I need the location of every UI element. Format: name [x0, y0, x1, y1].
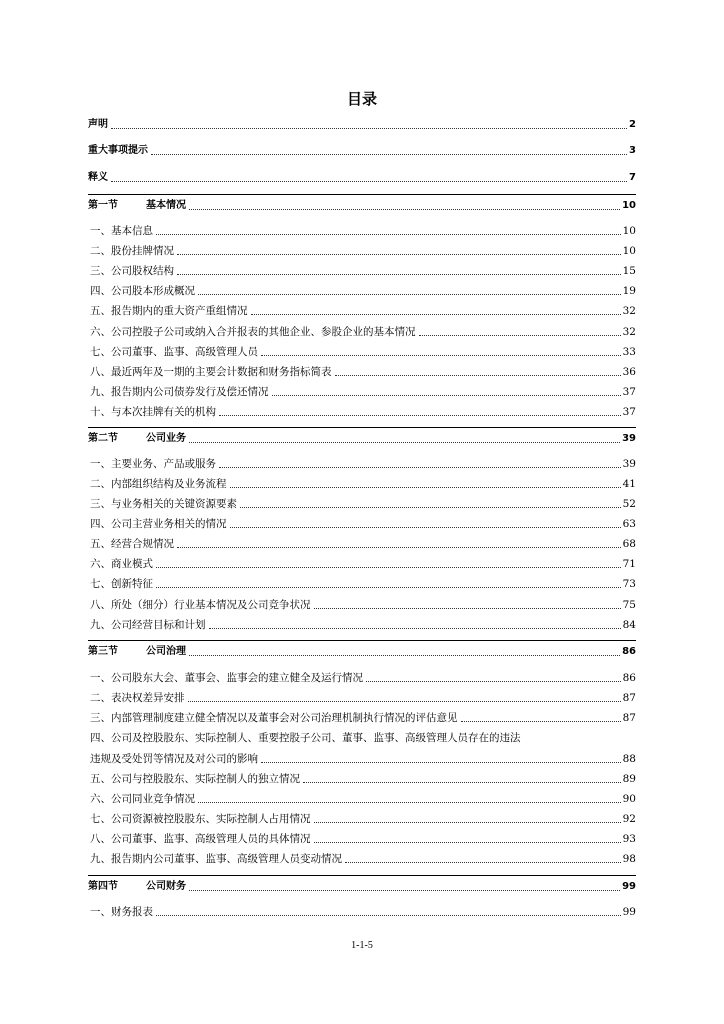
toc-entry[interactable] — [88, 788, 636, 806]
toc-entry[interactable] — [88, 533, 636, 551]
toc-entry-label: 七、公司资源被控股股东、实际控制人占用情况 — [90, 813, 311, 825]
toc-entry[interactable] — [88, 808, 636, 826]
toc-entry-label: 第四节 公司财务 — [88, 881, 186, 892]
toc-entry[interactable] — [88, 341, 636, 359]
toc-leader-dots — [345, 861, 621, 863]
toc-page-number: 7 — [629, 172, 636, 183]
page-title: 目录 — [346, 90, 377, 108]
toc-entry-label: 重大事项提示 — [88, 145, 148, 156]
toc-entry-label: 九、报告期内公司债券发行及偿还情况 — [90, 386, 269, 398]
toc-entry[interactable] — [88, 553, 636, 571]
toc-entry-label: 第二节 公司业务 — [88, 433, 186, 444]
toc-entry-label: 二、表决权差异安排 — [90, 692, 185, 704]
toc-entry-label: 六、公司同业竞争情况 — [90, 793, 195, 805]
toc-entry-label: 一、基本信息 — [90, 225, 153, 237]
toc-entry[interactable] — [88, 453, 636, 471]
toc-entry[interactable] — [88, 687, 636, 705]
toc-entry[interactable] — [88, 640, 636, 659]
toc-entry[interactable] — [88, 848, 636, 866]
toc-entry[interactable] — [88, 321, 636, 339]
toc-entry-label: 四、公司主营业务相关的情况 — [90, 518, 227, 530]
toc-leader-dots — [230, 486, 621, 488]
toc-entry[interactable] — [88, 260, 636, 278]
toc-page-number: 2 — [629, 119, 636, 130]
toc-leader-dots — [251, 313, 621, 315]
toc-entry[interactable] — [88, 513, 636, 531]
toc-page-number: 39 — [622, 433, 636, 444]
toc-entry[interactable] — [88, 667, 636, 685]
toc-entry-label: 八、公司董事、监事、高级管理人员的具体情况 — [90, 833, 311, 845]
toc-entry[interactable] — [88, 361, 636, 379]
toc-leader-dots — [230, 526, 621, 528]
toc-page-number: 99 — [622, 881, 636, 892]
toc-page-number: 84 — [622, 619, 636, 631]
toc-page-number: 88 — [622, 753, 636, 765]
toc-leader-dots — [335, 374, 621, 376]
toc-leader-dots — [314, 821, 621, 823]
toc-leader-dots — [198, 801, 621, 803]
toc-leader-dots — [209, 627, 621, 629]
toc-page-number: 87 — [622, 712, 636, 724]
toc-entry-label: 三、与业务相关的关键资源要素 — [90, 498, 237, 510]
toc-leader-dots — [189, 441, 620, 443]
toc-entry[interactable] — [88, 768, 636, 786]
toc-page-number: 37 — [622, 406, 636, 418]
toc-leader-dots — [156, 233, 621, 235]
toc-entry[interactable] — [88, 727, 636, 745]
toc-leader-dots — [151, 153, 627, 155]
toc-entry[interactable] — [88, 194, 636, 213]
toc-page-number: 89 — [622, 773, 636, 785]
toc-page-number: 71 — [622, 558, 636, 570]
toc-entry[interactable] — [88, 240, 636, 258]
toc-leader-dots — [219, 414, 621, 416]
toc-leader-dots — [314, 607, 621, 609]
toc-leader-dots — [188, 700, 621, 702]
toc-leader-dots — [303, 781, 621, 783]
toc-section-number: 第二节 — [88, 433, 118, 444]
toc-page-number: 52 — [622, 498, 636, 510]
toc-entry-label: 释义 — [88, 172, 108, 183]
toc-leader-dots — [177, 273, 621, 275]
toc-entry-label: 声明 — [88, 119, 108, 130]
toc-leader-dots — [219, 466, 621, 468]
toc-leader-dots — [156, 566, 621, 568]
toc-page-number: 87 — [622, 692, 636, 704]
toc-page-number: 10 — [622, 245, 636, 257]
toc-entry-label: 六、商业模式 — [90, 558, 153, 570]
toc-entry[interactable] — [88, 707, 636, 725]
toc-entry[interactable] — [88, 473, 636, 491]
toc-leader-dots — [272, 394, 621, 396]
toc-page-number: 19 — [622, 285, 636, 297]
toc-page-number: 86 — [622, 646, 636, 657]
toc-entry-label: 四、公司及控股股东、实际控制人、重要控股子公司、董事、监事、高级管理人员存在的违法 — [90, 732, 521, 744]
toc-leader-dots — [189, 654, 620, 656]
toc-entry-label: 四、公司股本形成概况 — [90, 285, 195, 297]
toc-leader-dots — [189, 889, 620, 891]
toc-leader-dots — [177, 253, 621, 255]
toc-entry-label: 八、最近两年及一期的主要会计数据和财务指标简表 — [90, 366, 332, 378]
toc-leader-dots — [111, 127, 627, 129]
toc-page-number: 36 — [622, 366, 636, 378]
toc-entry-label: 二、内部组织结构及业务流程 — [90, 478, 227, 490]
toc-page-number: 41 — [622, 478, 636, 490]
toc-leader-dots — [156, 914, 621, 916]
toc-entry[interactable] — [88, 493, 636, 511]
toc-page-number: 15 — [622, 265, 636, 277]
toc-entry-label: 违规及受处罚等情况及对公司的影响 — [90, 753, 258, 765]
toc-entry-label: 五、报告期内的重大资产重组情况 — [90, 305, 248, 317]
toc-entry-label: 一、公司股东大会、董事会、监事会的建立健全及运行情况 — [90, 672, 363, 684]
toc-page-number: 10 — [622, 225, 636, 237]
toc-leader-dots — [261, 761, 621, 763]
toc-entry[interactable] — [88, 401, 636, 419]
toc-entry[interactable] — [88, 220, 636, 238]
toc-entry-label: 九、报告期内公司董事、监事、高级管理人员变动情况 — [90, 853, 342, 865]
toc-page-number: 75 — [622, 599, 636, 611]
page-number: 1-1-5 — [351, 940, 373, 951]
toc-leader-dots — [111, 180, 627, 182]
toc-page-number: 93 — [622, 833, 636, 845]
toc-entry[interactable] — [88, 594, 636, 612]
toc-entry-label: 第一节 基本情况 — [88, 200, 186, 211]
toc-leader-dots — [419, 334, 621, 336]
toc-leader-dots — [240, 506, 621, 508]
toc-page-number: 86 — [622, 672, 636, 684]
toc-entry[interactable] — [88, 381, 636, 399]
toc-leader-dots — [177, 546, 621, 548]
toc-entry-label: 一、主要业务、产品或服务 — [90, 458, 216, 470]
toc-page-number: 63 — [622, 518, 636, 530]
toc-page-number: 90 — [622, 793, 636, 805]
toc-page-number: 32 — [622, 326, 636, 338]
toc-section-number: 第一节 — [88, 200, 118, 211]
toc-page-number: 98 — [622, 853, 636, 865]
toc-entry[interactable] — [88, 300, 636, 318]
toc-entry-label: 七、公司董事、监事、高级管理人员 — [90, 346, 258, 358]
toc-section-number: 第三节 — [88, 646, 118, 657]
toc-entry-label: 六、公司控股子公司或纳入合并报表的其他企业、参股企业的基本情况 — [90, 326, 416, 338]
toc-leader-dots — [156, 586, 621, 588]
toc-entry-label: 三、公司股权结构 — [90, 265, 174, 277]
toc-page-number: 39 — [622, 458, 636, 470]
toc-entry-label: 第三节 公司治理 — [88, 646, 186, 657]
toc-page-number: 73 — [622, 578, 636, 590]
toc-page-number: 37 — [622, 386, 636, 398]
toc-leader-dots — [461, 720, 621, 722]
toc-entry[interactable] — [88, 573, 636, 591]
toc-leader-dots — [314, 841, 621, 843]
toc-entry-label: 八、所处（细分）行业基本情况及公司竞争状况 — [90, 599, 311, 611]
toc-entry[interactable] — [88, 875, 636, 894]
toc-leader-dots — [198, 293, 621, 295]
toc-entry[interactable] — [88, 140, 636, 158]
toc-section-number: 第四节 — [88, 881, 118, 892]
toc-entry-label: 七、创新特征 — [90, 578, 153, 590]
toc-page-number: 33 — [622, 346, 636, 358]
toc-entry-label: 一、财务报表 — [90, 906, 153, 918]
toc-entry[interactable] — [88, 748, 636, 766]
toc-entry-label: 五、经营合规情况 — [90, 538, 174, 550]
toc-page-number: 92 — [622, 813, 636, 825]
toc-entry[interactable] — [88, 427, 636, 446]
toc-entry-label: 十、与本次挂牌有关的机构 — [90, 406, 216, 418]
toc-page-number: 99 — [622, 906, 636, 918]
toc-entry-label: 二、股份挂牌情况 — [90, 245, 174, 257]
toc-entry-label: 五、公司与控股股东、实际控制人的独立情况 — [90, 773, 300, 785]
toc-entry[interactable] — [88, 167, 636, 185]
toc-page-number: 3 — [629, 145, 636, 156]
toc-page-number: 32 — [622, 305, 636, 317]
toc-leader-dots — [261, 354, 621, 356]
toc-entry[interactable] — [88, 901, 636, 919]
toc-entry[interactable] — [88, 280, 636, 298]
toc-page-number: 10 — [622, 200, 636, 211]
toc-entry[interactable] — [88, 614, 636, 632]
toc-entry[interactable] — [88, 828, 636, 846]
toc-entry-label: 九、公司经营目标和计划 — [90, 619, 206, 631]
toc-page-number: 68 — [622, 538, 636, 550]
toc-leader-dots — [366, 680, 621, 682]
toc-entry-label: 三、内部管理制度建立健全情况以及董事会对公司治理机制执行情况的评估意见 — [90, 712, 458, 724]
toc-leader-dots — [189, 208, 620, 210]
toc-entry[interactable] — [88, 114, 636, 132]
